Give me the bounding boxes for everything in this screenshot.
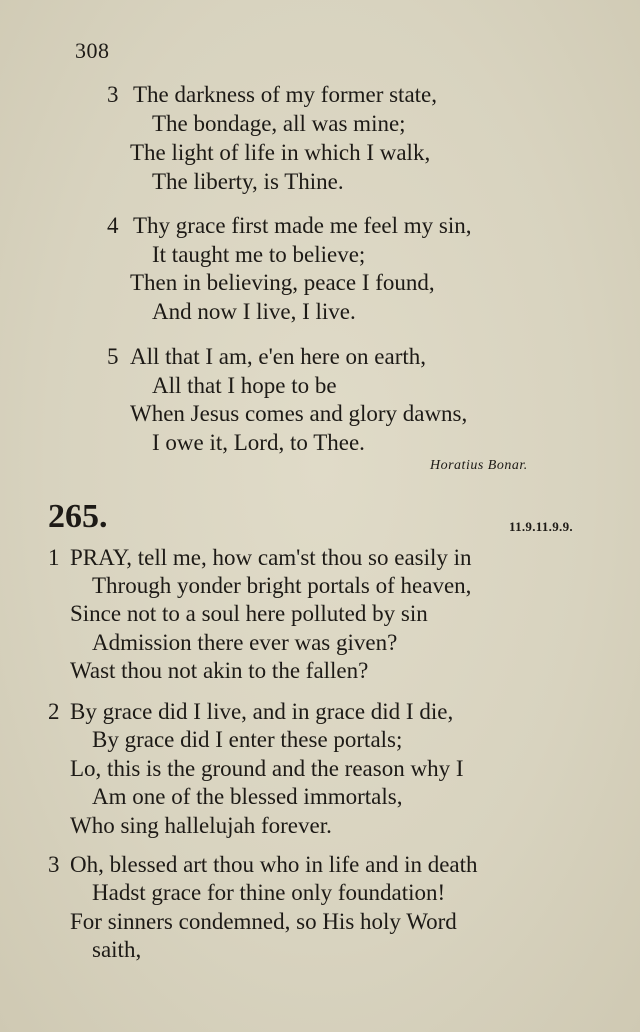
stanza-number: 2 [48,699,60,724]
verse-line: By grace did I enter these portals; [92,727,403,752]
verse-line: It taught me to believe; [152,242,366,267]
verse-line: Am one of the blessed immortals, [92,784,403,809]
verse-line: PRAY, tell me, how cam'st thou so easily in [70,545,472,570]
verse-line: Through yonder bright portals of heaven, [92,573,472,598]
verse-line: I owe it, Lord, to Thee. [152,430,365,455]
verse-line: All that I am, e'en here on earth, [130,344,426,369]
verse-line: Thy grace first made me feel my sin, [133,213,472,238]
verse-line: When Jesus comes and glory dawns, [130,401,468,426]
verse-line: And now I live, I live. [152,299,356,324]
verse-line: The liberty, is Thine. [152,169,344,194]
verse-line: Since not to a soul here polluted by sin [70,601,428,626]
stanza-number: 3 [48,852,60,877]
verse-line: By grace did I live, and in grace did I die, [70,699,454,724]
verse-line: For sinners condemned, so His holy Word [70,909,457,934]
hymn-author: Horatius Bonar. [430,458,528,473]
verse-line: Admission there ever was given? [92,630,398,655]
verse-line: Hadst grace for thine only foundation! [92,880,446,905]
verse-line: Lo, this is the ground and the reason why I [70,756,464,781]
verse-line: The darkness of my former state, [133,82,438,107]
page-number: 308 [75,38,110,63]
verse-line: All that I hope to be [152,373,337,398]
verse-line: The light of life in which I walk, [130,140,431,165]
verse-line: saith, [92,937,142,962]
verse-line: Wast thou not akin to the fallen? [70,658,369,683]
stanza-number: 1 [48,545,60,570]
verse-line: Then in believing, peace I found, [130,270,435,295]
verse-line: Who sing hallelujah forever. [70,813,332,838]
verse-line: The bondage, all was mine; [152,111,406,136]
hymn-meter: 11.9.11.9.9. [509,519,573,534]
stanza-number: 4 [107,213,119,238]
verse-line: Oh, blessed art thou who in life and in death [70,852,478,877]
hymn-number: 265. [48,498,108,535]
stanza-number: 5 [107,344,119,369]
stanza-number: 3 [107,82,119,107]
